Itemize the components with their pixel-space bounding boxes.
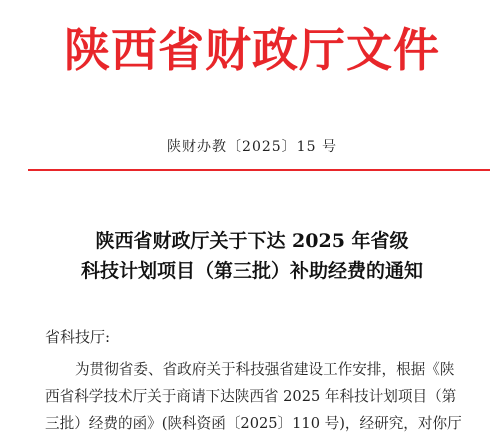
red-divider-line	[28, 169, 490, 171]
body-paragraph	[45, 356, 465, 437]
body-line-2: 西省科学技术厅关于商请下达陕西省 2025 年科技计划项目（第	[45, 388, 457, 405]
notice-title	[0, 226, 504, 286]
document-number: 陕财办教〔2025〕15 号	[167, 139, 337, 155]
masthead-title: 陕西省财政厅文件	[64, 23, 440, 77]
notice-title-line-2: 科技计划项目（第三批）补助经费的通知	[80, 260, 423, 282]
notice-title-line-1: 陕西省财政厅关于下达 2025 年省级	[95, 230, 409, 252]
body-line-1: 为贯彻省委、省政府关于科技强省建设工作安排，根据《陕	[75, 361, 455, 378]
body-line-3: 三批）经费的函》(陕科资函〔2025〕110 号)，经研究，对你厅	[45, 415, 462, 432]
salutation: 省科技厅:	[45, 328, 111, 346]
